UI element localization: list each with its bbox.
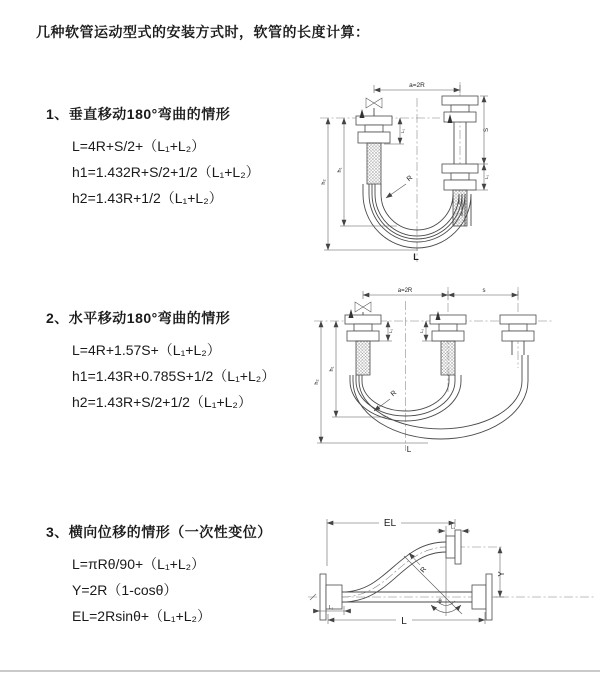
dim-label-h2: h₂ [321, 179, 327, 185]
section-vertical-movement [46, 104, 260, 211]
radius-callout [386, 175, 414, 198]
curved-hose-upper-position [342, 542, 446, 602]
left-pipe-flange [345, 309, 381, 375]
scan-bottom-edge [0, 670, 600, 672]
valve-icon [355, 302, 371, 315]
label-l: L [413, 252, 419, 262]
diagram-horizontal-180-bend [308, 283, 593, 455]
dimension-el [327, 517, 455, 566]
dim-label-h1: h₁ [337, 167, 343, 173]
lower-right-flange [472, 574, 492, 620]
section-2-heading: 2、水平移动180°弯曲的情形 [46, 310, 231, 326]
formula-h2: h2=1.43R+S/2+1/2（L₁+L₂） [72, 394, 252, 410]
dim-label-l1: L₁ [388, 328, 393, 334]
centerlines [314, 287, 553, 451]
dim-label-a2r: a=2R [397, 288, 413, 294]
label-r: R [389, 389, 399, 399]
dim-label-s: s [482, 288, 486, 294]
dim-label-l1: L₁ [419, 328, 424, 334]
section-3-heading: 3、横向位移的情形（一次性变位） [46, 524, 272, 540]
dimension-a-2r [374, 82, 460, 93]
label-r: R [405, 174, 415, 184]
section-lateral-displacement [46, 522, 272, 629]
dim-label-l1: L₁ [328, 605, 334, 611]
hose-u-curves [350, 355, 528, 439]
dim-label-h1: h₁ [329, 366, 335, 372]
label-r: R [419, 565, 429, 575]
valve-icon [366, 98, 382, 116]
dimension-l1-top [437, 525, 470, 537]
dim-label-l: L [401, 616, 407, 627]
diagram-lateral-displacement [300, 504, 600, 644]
dim-label-a2r: a=2R [409, 82, 425, 89]
dimension-l1-bottom [313, 605, 351, 615]
dim-label-y: Y [497, 571, 506, 577]
formula-l: L=4R+1.57S+（L₁+L₂） [72, 342, 221, 358]
left-flange [320, 574, 342, 620]
section-1-heading: 1、垂直移动180°弯曲的情形 [46, 106, 231, 122]
diagram-vertical-180-bend [312, 76, 592, 266]
dimension-s [470, 96, 490, 164]
dim-label-l1: L₁ [484, 174, 489, 180]
formula-l: L=πRθ/90+（L₁+L₂） [72, 556, 206, 572]
dim-label-el: EL [383, 518, 397, 529]
formula-y: Y=2R（1-cosθ） [72, 582, 178, 598]
dim-label-l1: L₁ [450, 524, 456, 531]
dim-label-l1: L₁ [400, 128, 405, 134]
formula-h2: h2=1.43R+1/2（L₁+L₂） [72, 190, 223, 206]
formula-el: EL=2Rsinθ+（L₁+L₂） [72, 608, 211, 624]
dimension-l [328, 612, 485, 627]
left-pipe-flange [356, 109, 392, 184]
label-l: L [406, 445, 412, 454]
formula-l: L=4R+S/2+（L₁+L₂） [72, 138, 206, 154]
dimension-y [493, 547, 506, 597]
section-horizontal-movement [46, 308, 275, 415]
dim-label-s: S [484, 127, 490, 133]
upper-right-flange [446, 530, 461, 564]
dimension-a-2r [363, 288, 518, 299]
right-pipe-flange [500, 315, 536, 355]
dim-label-h2: h₂ [314, 379, 320, 385]
formula-h1: h1=1.43R+0.785S+1/2（L₁+L₂） [72, 368, 276, 384]
middle-pipe-flange [430, 311, 466, 375]
page-title: 几种软管运动型式的安装方式时，软管的长度计算： [36, 24, 370, 40]
formula-h1: h1=1.432R+S/2+1/2（L₁+L₂） [72, 164, 260, 180]
label-theta: θ [438, 599, 442, 605]
